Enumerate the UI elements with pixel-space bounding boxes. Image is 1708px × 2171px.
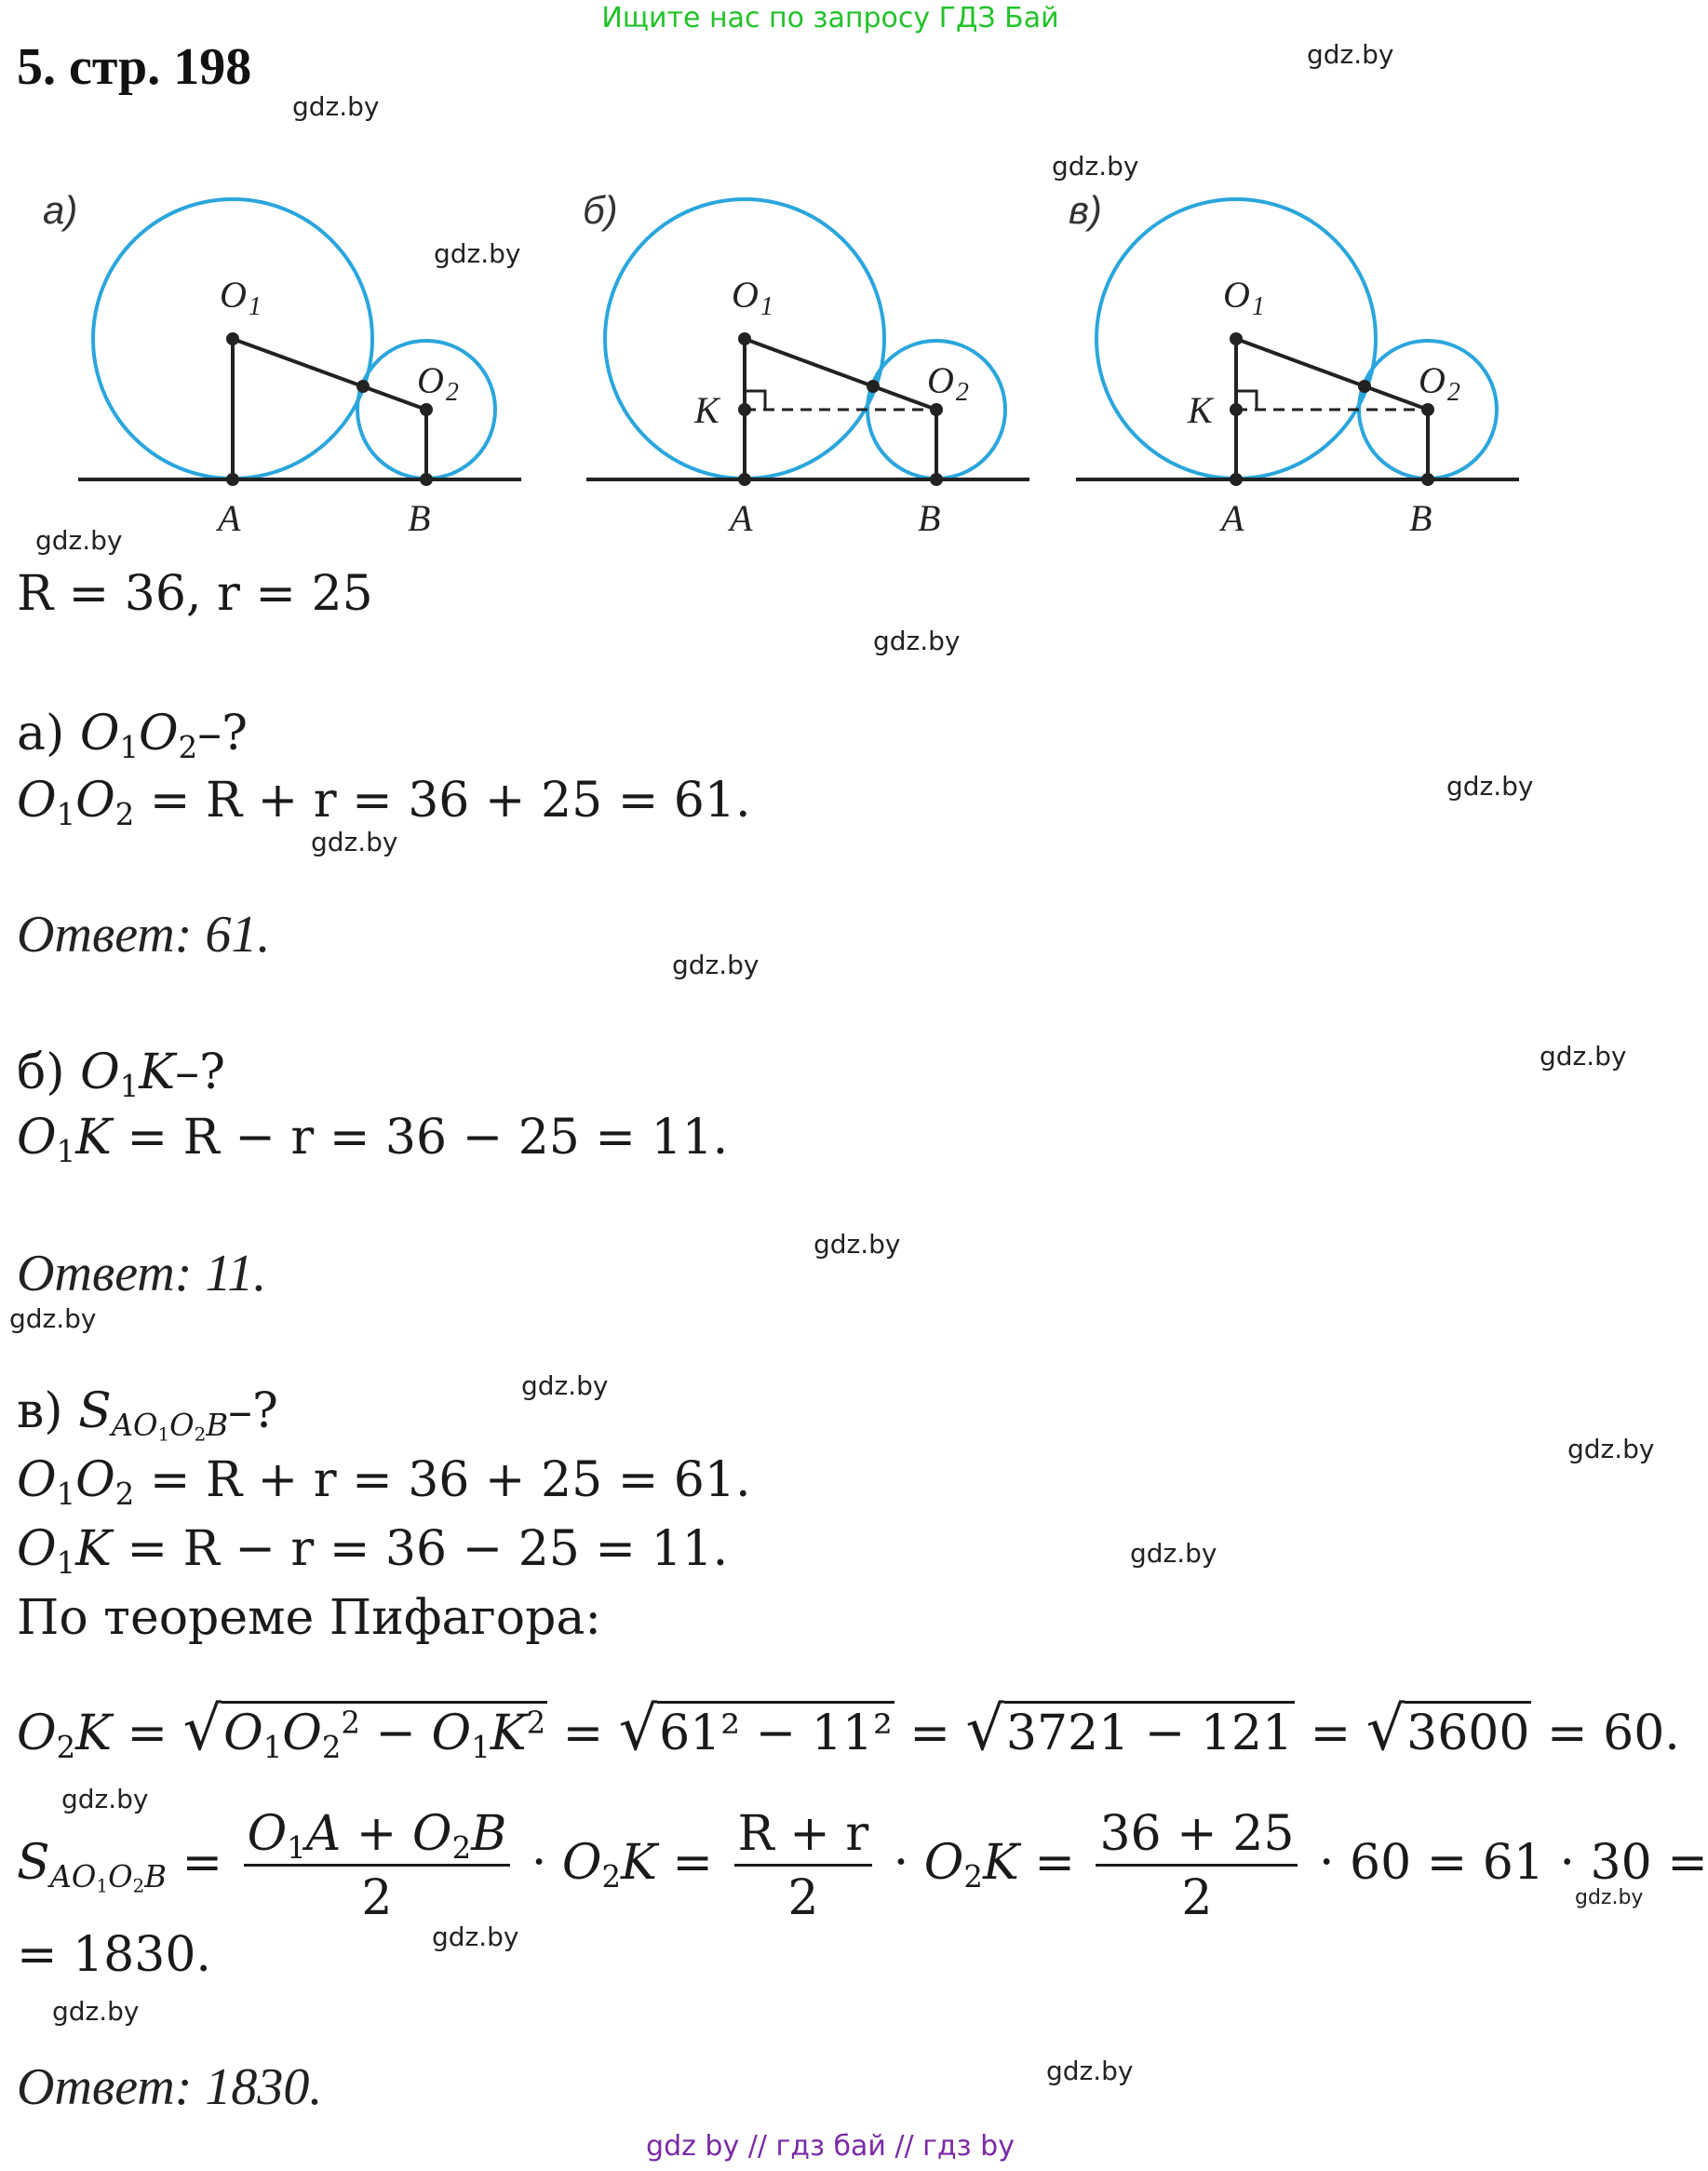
label-o1: $O_1$	[732, 274, 773, 321]
segment-o1o2	[233, 339, 426, 410]
watermark: gdz.by	[1307, 39, 1394, 70]
result-text: = 60.	[1547, 1706, 1680, 1761]
figure-a-label: а)	[43, 188, 78, 232]
part-a-solution: $O_1O_2 = R + r = 36 + 25 = 61$.	[17, 773, 751, 833]
watermark: gdz.by	[1567, 1434, 1655, 1464]
pythagoras-heading: По теореме Пифагора:	[17, 1590, 601, 1646]
point-b	[420, 473, 433, 486]
label-a: A	[218, 497, 241, 539]
area-tail: · 60 = 61 · 30 =	[1318, 1835, 1708, 1891]
footer-links[interactable]: gdz by // гдз бай // гдз by	[646, 2130, 1015, 2163]
area-computation: $S_{AO_1O_2B}$ = $\frac{O_1A + O_2B}{2}$ · $O_2K$ = $\frac{R + r}{2}$ · $O_2K$ = $\frac{36 + 25}{2}$ · 60 = 61 · 30 =	[17, 1806, 1708, 1926]
watermark: gdz.by	[292, 91, 380, 122]
part-v-question: в) $S_{AO_1O_2B}-$?	[17, 1383, 278, 1446]
fraction-bases: $\frac{O_1A + O_2B}{2}$	[244, 1806, 511, 1926]
solution-text: = R − r = 36 − 25 = 11.	[127, 1521, 729, 1577]
watermark: gdz.by	[35, 525, 123, 556]
part-v-line-o1o2: $O_1O_2 = R + r = 36 + 25 = 61$.	[17, 1452, 751, 1513]
point-o1	[738, 332, 751, 345]
part-v-line-o1k: $O_1K = R - r = 36 - 25 = 11$.	[17, 1521, 729, 1582]
sqrt-radicand: $O_1O_2^2 - O_1K^2$	[222, 1701, 547, 1761]
solution-text: = R + r = 36 + 25 = 61.	[149, 773, 751, 829]
solution-text: = R + r = 36 + 25 = 61.	[149, 1452, 751, 1508]
watermark: gdz.by	[814, 1229, 901, 1260]
watermark: gdz.by	[52, 1996, 140, 2027]
watermark: gdz.by	[1046, 2056, 1134, 2086]
watermark: gdz.by	[1446, 771, 1534, 802]
watermark: gdz.by	[9, 1303, 97, 1334]
tangent-circles-figures	[0, 140, 1661, 549]
point-a	[226, 473, 239, 486]
watermark: gdz.by	[1575, 1886, 1644, 1909]
point-o2	[420, 403, 433, 416]
segment-o1o2	[1236, 339, 1428, 410]
tangency-point	[1358, 380, 1371, 393]
watermark: gdz.by	[1540, 1041, 1627, 1072]
watermark: gdz.by	[672, 950, 760, 980]
sqrt-symbol: √	[182, 1694, 222, 1764]
fraction-numbers: $\frac{36 + 25}{2}$	[1096, 1806, 1298, 1926]
question-mark: –?	[175, 1045, 226, 1100]
figure-b	[583, 188, 1029, 539]
label-b: B	[408, 497, 431, 539]
label-k: K	[1188, 389, 1213, 431]
watermark: gdz.by	[873, 626, 961, 656]
segment-o1o2	[745, 339, 936, 410]
point-o1	[226, 332, 239, 345]
watermark: gdz.by	[311, 827, 398, 857]
part-v-answer: Ответ: 1830.	[17, 2058, 323, 2116]
part-a-label: а)	[17, 706, 65, 762]
watermark: gdz.by	[61, 1784, 149, 1814]
tangency-point	[356, 380, 370, 393]
label-a: A	[1221, 497, 1244, 539]
question-mark: –?	[228, 1383, 278, 1439]
label-k: K	[694, 389, 720, 431]
point-a	[738, 473, 751, 486]
label-o2: $O_2$	[1419, 359, 1460, 407]
figure-v	[1069, 188, 1519, 539]
watermark: gdz.by	[434, 238, 521, 269]
part-b-answer: Ответ: 11.	[17, 1245, 267, 1302]
point-a	[1230, 473, 1243, 486]
point-b	[930, 473, 943, 486]
part-a-answer: Ответ: 61.	[17, 906, 271, 964]
watermark: gdz.by	[1052, 151, 1139, 182]
point-o2	[930, 403, 943, 416]
label-o2: $O_2$	[417, 359, 459, 407]
figure-a	[43, 188, 521, 539]
point-o2	[1421, 403, 1434, 416]
point-o1	[1230, 332, 1243, 345]
part-v-label: в)	[17, 1383, 63, 1439]
part-a-question: а) $O_1O_2-$?	[17, 706, 249, 766]
sqrt-radicand: 61² − 11²	[657, 1701, 894, 1761]
label-o2: $O_2$	[927, 359, 969, 407]
figure-v-label: в)	[1069, 188, 1102, 232]
watermark: gdz.by	[432, 1922, 519, 1952]
given-values: R = 36, r = 25	[17, 566, 373, 622]
question-mark: –?	[197, 706, 249, 762]
label-b: B	[1409, 497, 1432, 539]
watermark: gdz.by	[1130, 1538, 1217, 1569]
solution-text: = R − r = 36 − 25 = 11.	[127, 1110, 729, 1166]
point-b	[1421, 473, 1434, 486]
sqrt-radicand: 3600	[1405, 1701, 1531, 1761]
label-a: A	[730, 497, 753, 539]
label-o1: $O_1$	[220, 274, 262, 321]
part-b-solution: $O_1K = R - r = 36 - 25 = 11$.	[17, 1110, 729, 1170]
label-o1: $O_1$	[1223, 274, 1265, 321]
sqrt-radicand: 3721 − 121	[1004, 1701, 1295, 1761]
top-banner[interactable]: Ищите нас по запросу ГДЗ Бай	[601, 2, 1059, 34]
tangency-point	[867, 380, 880, 393]
part-b-label: б)	[17, 1045, 65, 1100]
label-b: B	[918, 497, 941, 539]
page-title: 5. стр. 198	[17, 38, 252, 96]
point-k	[738, 403, 751, 416]
area-result: = 1830.	[17, 1927, 211, 1983]
pythagoras-computation: $O_2K = √O_1O_2^2 - O_1K^2 = √61^2 - 11^2 = √3721 - 121 = √3600 = 60$.	[17, 1694, 1680, 1766]
fraction-radii: $\frac{R + r}{2}$	[734, 1806, 873, 1926]
watermark: gdz.by	[521, 1370, 609, 1401]
point-k	[1230, 403, 1243, 416]
part-b-question: б) $O_1K-$?	[17, 1045, 226, 1105]
figure-b-label: б)	[583, 188, 618, 232]
